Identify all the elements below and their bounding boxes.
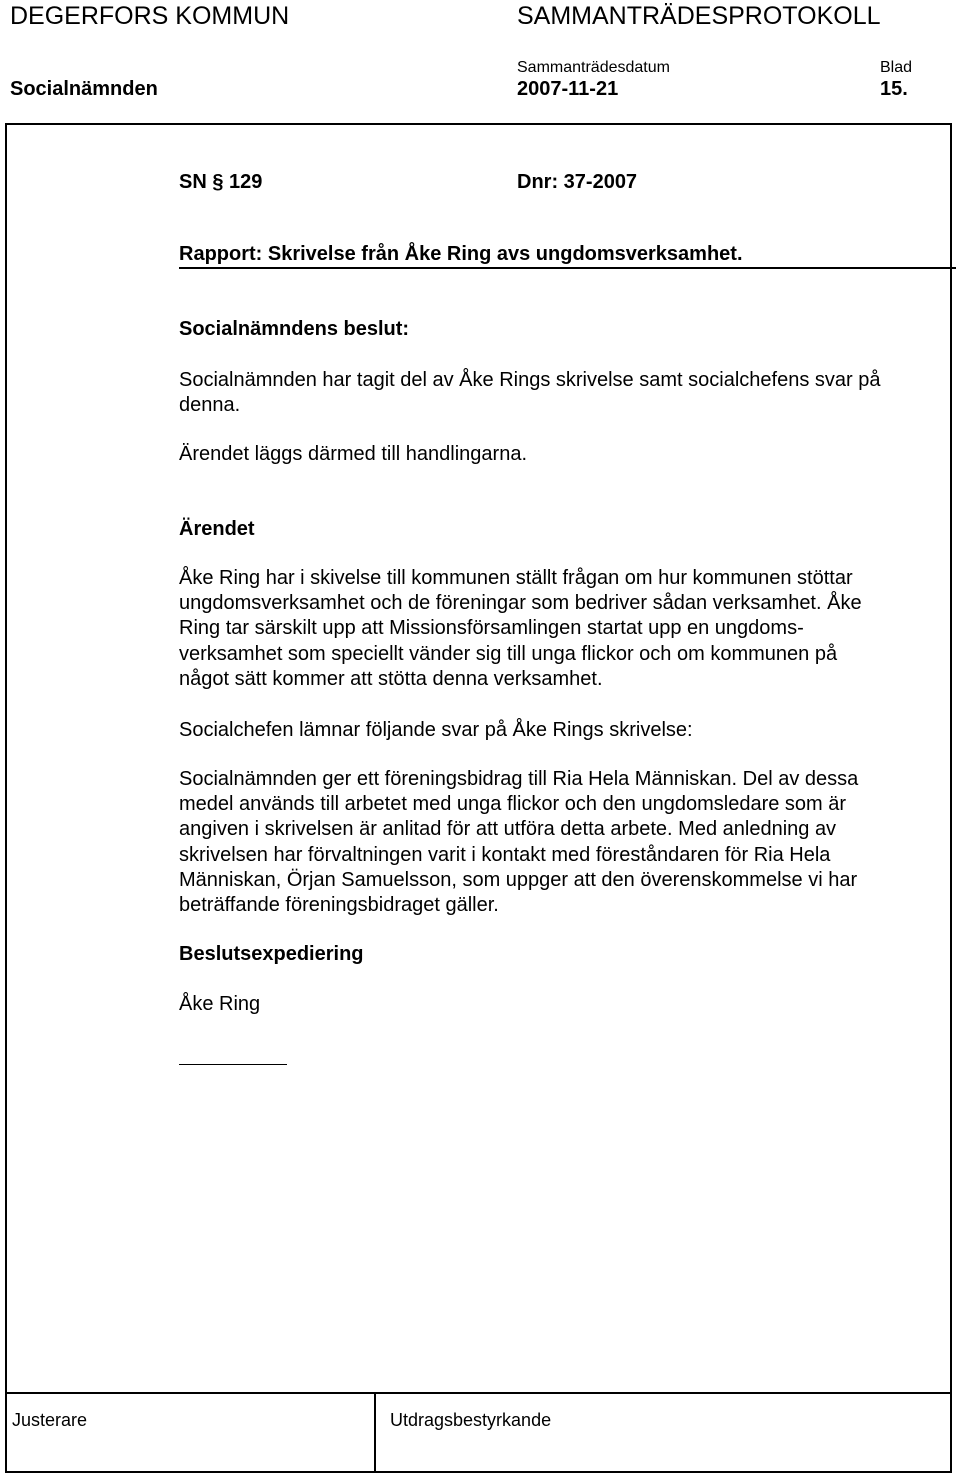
decision-closing: Ärendet läggs därmed till handlingarna.: [179, 443, 527, 465]
matter-line: Åke Ring har i skivelse till kommunen ställt frågan om hur kommunen stöttar: [179, 567, 853, 589]
matter-line: något sätt kommer att stötta denna verksamhet.: [179, 667, 603, 690]
response-line: beträffande föreningsbidraget gäller.: [179, 894, 499, 917]
footer-divider-horizontal: [5, 1392, 952, 1394]
response-line: angiven i skrivelsen är anlitad för att utföra detta arbete. Med anledning av: [179, 818, 837, 841]
adjuster-label: Justerare: [12, 1410, 88, 1430]
response-intro: Socialchefen lämnar följande svar på Åke Rings skrivelse:: [179, 719, 693, 741]
case-title: Rapport: Skrivelse från Åke Ring avs ungdomsverksamhet.: [179, 242, 956, 269]
decision-heading: Socialnämndens beslut:: [179, 318, 410, 340]
response-line: Människan, Örjan Samuelsson, som uppger att den överenskommelse vi har: [179, 868, 858, 891]
response-paragraph: [179, 767, 944, 918]
matter-line: Ring tar särskilt upp att Missionsförsamlingen startat upp en ungdoms-: [179, 617, 804, 640]
matter-paragraph: [179, 566, 944, 692]
diary-number: Dnr: 37-2007: [517, 171, 638, 193]
footer-divider-vertical: [374, 1392, 376, 1473]
signature-line: [179, 1064, 287, 1065]
certification-label: Utdragsbestyrkande: [390, 1410, 552, 1430]
organization-name: DEGERFORS KOMMUN: [10, 2, 290, 30]
meeting-date: 2007-11-21: [517, 78, 619, 100]
case-number: SN § 129: [179, 171, 263, 193]
document-type: SAMMANTRÄDESPROTOKOLL: [517, 2, 881, 30]
dispatch-recipient: Åke Ring: [179, 993, 261, 1015]
dispatch-heading: Beslutsexpediering: [179, 943, 364, 965]
response-line: Socialnämnden ger ett föreningsbidrag till Ria Hela Människan. Del av dessa: [179, 768, 859, 790]
decision-text: [179, 368, 944, 418]
matter-line: verksamhet som speciellt vänder sig till unga flickor och om kommunen på: [179, 642, 838, 665]
response-line: skrivelsen har förvaltningen varit i kontakt med föreståndaren för Ria Hela: [179, 843, 831, 866]
decision-line: denna.: [179, 394, 241, 417]
page-label: Blad: [880, 59, 913, 76]
matter-line: ungdomsverksamhet och de föreningar som bedriver sådan verksamhet. Åke: [179, 592, 862, 615]
committee-name: Socialnämnden: [10, 78, 158, 100]
decision-line: Socialnämnden har tagit del av Åke Rings skrivelse samt socialchefens svar på: [179, 369, 881, 391]
page-number: 15.: [880, 78, 908, 100]
matter-heading: Ärendet: [179, 518, 255, 540]
response-line: medel används till arbetet med unga flickor och den ungdomsledare som är: [179, 793, 847, 816]
meeting-date-label: Sammanträdesdatum: [517, 59, 670, 76]
